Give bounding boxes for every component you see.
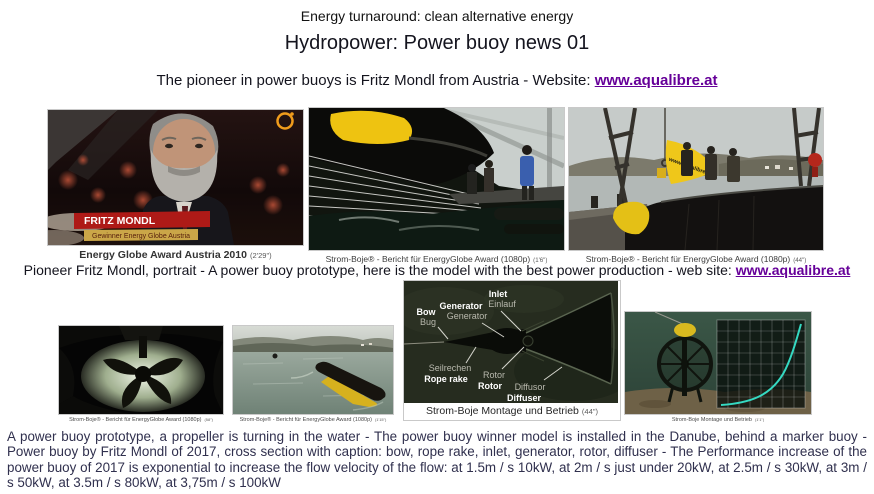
performance-chart bbox=[717, 320, 805, 408]
diagram-caption bbox=[404, 403, 620, 420]
video-caption bbox=[47, 249, 304, 261]
video-thumbnail-buoy-crane[interactable] bbox=[568, 107, 824, 251]
diagram-label-rotor-de: Rotor bbox=[482, 370, 506, 380]
video-thumbnail-buoy-ropes[interactable] bbox=[308, 107, 565, 251]
overlay-name-text: FRITZ MONDL bbox=[84, 215, 156, 227]
lower-third-banner bbox=[74, 211, 210, 241]
caption-text: Strom-Boje® - Bericht für EnergyGlobe Award (1080p) bbox=[585, 254, 791, 264]
tagline: Energy turnaround: clean alternative energy bbox=[300, 8, 574, 24]
diagram-figure-cross-section bbox=[403, 280, 621, 421]
video-figure-buoy-ropes bbox=[308, 107, 565, 264]
caption-text: Energy Globe Award Austria 2010 bbox=[79, 249, 247, 261]
middle-text: Pioneer Fritz Mondl, portrait - A power buoy prototype, here is the model with the best power production - web site: bbox=[23, 262, 736, 278]
caption-duration: (1'6") bbox=[533, 257, 548, 264]
caption-duration: (58") bbox=[204, 417, 213, 422]
video-thumbnail-danube[interactable] bbox=[232, 325, 394, 415]
diagram-label-bow-en: Bow bbox=[416, 307, 436, 317]
middle-line bbox=[0, 262, 874, 278]
video-thumbnail-propeller[interactable] bbox=[58, 325, 224, 415]
video-caption bbox=[624, 417, 812, 423]
diagram-label-bow-de: Bug bbox=[419, 317, 437, 327]
aqualibre-link-top[interactable]: www.aqualibre.at bbox=[594, 72, 718, 89]
caption-text: Strom-Boje Montage und Betrieb bbox=[671, 417, 752, 423]
diagram-label-rope-de: Seilrechen bbox=[428, 363, 472, 373]
diagram-label-rotor-en: Rotor bbox=[478, 381, 502, 391]
video-figure-underwater-chart bbox=[624, 311, 812, 423]
video-figure-buoy-crane bbox=[568, 107, 824, 264]
video-figure-award bbox=[47, 109, 304, 261]
diagram-label-diffuser-de: Diffusor bbox=[514, 382, 546, 392]
caption-duration: (44") bbox=[793, 257, 807, 264]
caption-duration: (44") bbox=[581, 407, 599, 416]
description-paragraph: A power buoy prototype, a propeller is turning in the water - The power buoy winner model is installed in the Danube, behind a marker buoy - Power buoy by Fritz Mondl of 2017, cross section with caption: bow, rope rake, inlet, generator, rotor, diffuser - The Performance increase of the power buoy of 2017 is exponential to increase the flow velocity of the flow: at 1.5m / s 10kW, at 2m / s just under 20kW, at 2.5m / s 30kW, at 3m / s 50kW, at 3.5m / s 80kW, at 3,75m / s 100kW bbox=[7, 429, 867, 491]
caption-text: Strom-Boje® - Bericht für EnergyGlobe Award (1080p) bbox=[69, 417, 202, 423]
page-title: Hydropower: Power buoy news 01 bbox=[284, 32, 590, 54]
intro-text: The pioneer in power buoys is Fritz Mondl from Austria - Website: bbox=[156, 72, 595, 89]
overlay-sub-text: Gewinner Energy Globe Austria bbox=[92, 233, 191, 240]
buoy-yellow-float bbox=[674, 323, 696, 337]
caption-text: Strom-Boje Montage und Betrieb bbox=[425, 405, 579, 417]
diagram-label-generator-en: Generator bbox=[439, 301, 483, 311]
video-thumbnail-award[interactable] bbox=[47, 109, 304, 246]
video-caption bbox=[58, 417, 224, 423]
caption-duration: (1'1") bbox=[754, 417, 765, 422]
diagram-label-inlet-en: Inlet bbox=[488, 289, 508, 299]
caption-duration: (2'29") bbox=[249, 251, 272, 260]
video-figure-danube bbox=[232, 325, 394, 423]
cross-section-diagram[interactable] bbox=[404, 281, 618, 403]
video-thumbnail-underwater-chart[interactable] bbox=[624, 311, 812, 415]
diagram-label-rope-en: Rope rake bbox=[424, 374, 468, 384]
intro-line bbox=[0, 72, 874, 89]
aqualibre-link-mid[interactable]: www.aqualibre.at bbox=[735, 262, 851, 278]
video-figure-propeller bbox=[58, 325, 224, 423]
video-caption bbox=[232, 417, 394, 423]
diagram-label-inlet-de: Einlauf bbox=[488, 299, 516, 309]
caption-text: Strom-Boje® - Bericht für EnergyGlobe Award (1080p) bbox=[239, 417, 372, 423]
marker-buoy bbox=[273, 354, 278, 359]
caption-duration: (1'15") bbox=[374, 417, 387, 422]
diagram-label-diffuser-en: Diffuser bbox=[506, 393, 542, 403]
diagram-label-generator-de: Generator bbox=[446, 311, 488, 321]
caption-text: Strom-Boje® - Bericht für EnergyGlobe Award (1080p) bbox=[325, 254, 531, 264]
